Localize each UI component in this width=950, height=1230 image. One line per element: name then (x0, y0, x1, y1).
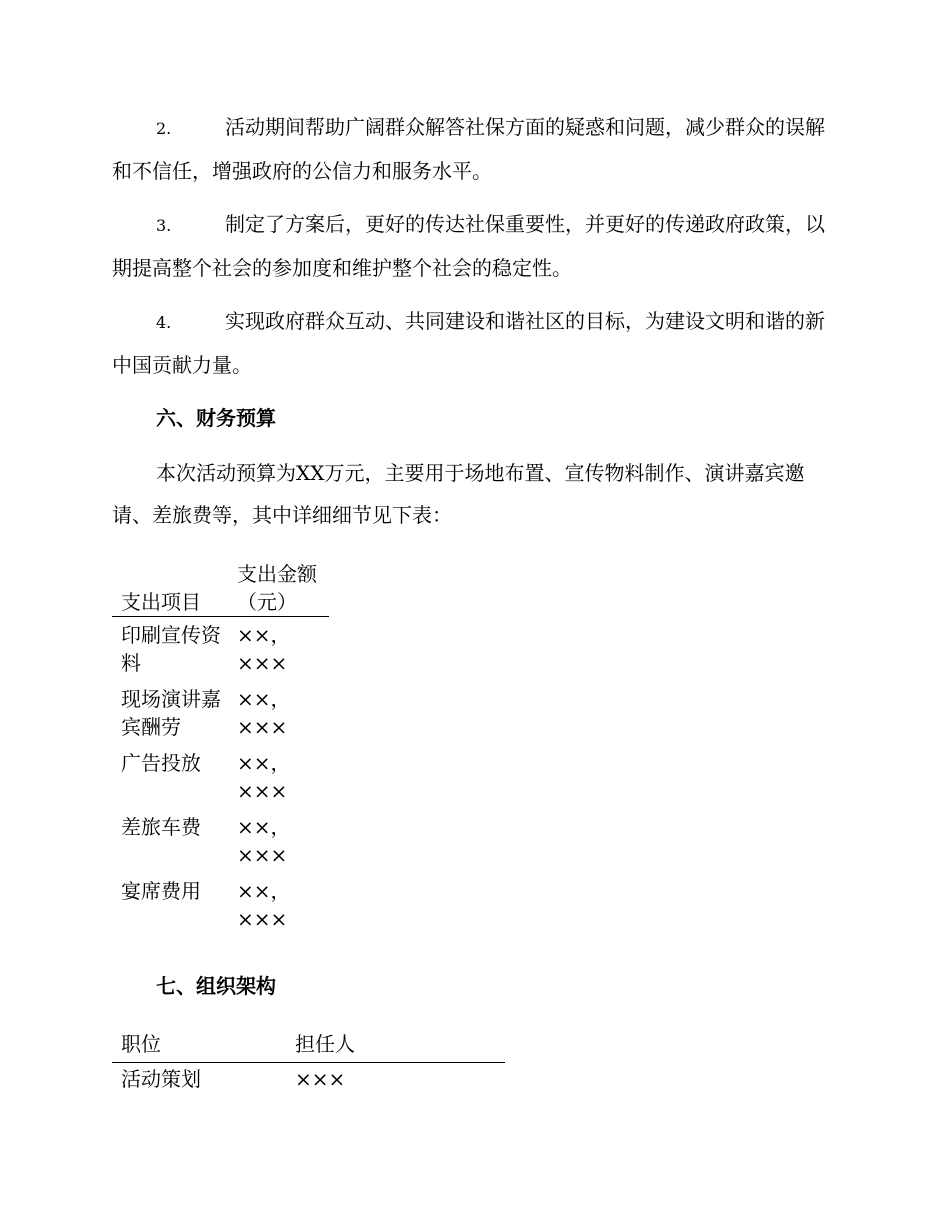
table-cell: ××，××× (237, 623, 291, 675)
table-cell: ××，××× (237, 815, 291, 867)
table-cell: 活动策划 (121, 1067, 201, 1091)
list-number: 3. (156, 216, 172, 235)
table-cell: ××× (295, 1067, 346, 1091)
table-row (112, 617, 329, 682)
column-header: 支出项目 (121, 590, 201, 614)
org-table (112, 1028, 505, 1097)
column-header: 职位 (121, 1032, 161, 1056)
table-cell: 差旅车费 (121, 815, 201, 839)
table-cell: ××，××× (237, 751, 291, 803)
budget-paragraph: 本次活动预算为XX万元，主要用于场地布置、宣传物料制作、演讲嘉宾邀请、差旅费等，其中详细细节见下表： (112, 461, 805, 527)
list-item-4 (112, 300, 834, 386)
section-heading-org: 七、组织架构 (156, 974, 276, 998)
table-row (112, 873, 329, 937)
budget-table (112, 560, 329, 937)
table-cell: ××，××× (237, 687, 291, 739)
table-header-row (112, 1028, 505, 1063)
list-item-3 (112, 203, 834, 289)
table-row (112, 1063, 505, 1098)
list-text: 制定了方案后，更好的传达社保重要性，并更好的传递政府政策，以期提高整个社会的参加度和维护整个社会的稳定性。 (112, 212, 825, 280)
table-cell: ××，××× (237, 879, 291, 931)
section-heading-budget: 六、财务预算 (156, 406, 276, 430)
table-cell: 印刷宣传资料 (121, 623, 221, 675)
list-number: 4. (156, 313, 172, 332)
table-cell: 宴席费用 (121, 879, 201, 903)
list-item-2 (112, 106, 834, 192)
table-cell: 现场演讲嘉宾酬劳 (121, 687, 221, 739)
list-number: 2. (156, 119, 172, 138)
column-header: 支出金额（元） (237, 562, 317, 614)
list-text: 活动期间帮助广阔群众解答社保方面的疑惑和问题，减少群众的误解和不信任，增强政府的公信力和服务水平。 (112, 115, 825, 183)
table-cell: 广告投放 (121, 751, 201, 775)
table-row (112, 745, 329, 809)
table-row (112, 809, 329, 873)
list-text: 实现政府群众互动、共同建设和谐社区的目标，为建设文明和谐的新中国贡献力量。 (112, 309, 825, 377)
table-row (112, 681, 329, 745)
column-header: 担任人 (295, 1032, 355, 1056)
table-header-row (112, 560, 329, 617)
